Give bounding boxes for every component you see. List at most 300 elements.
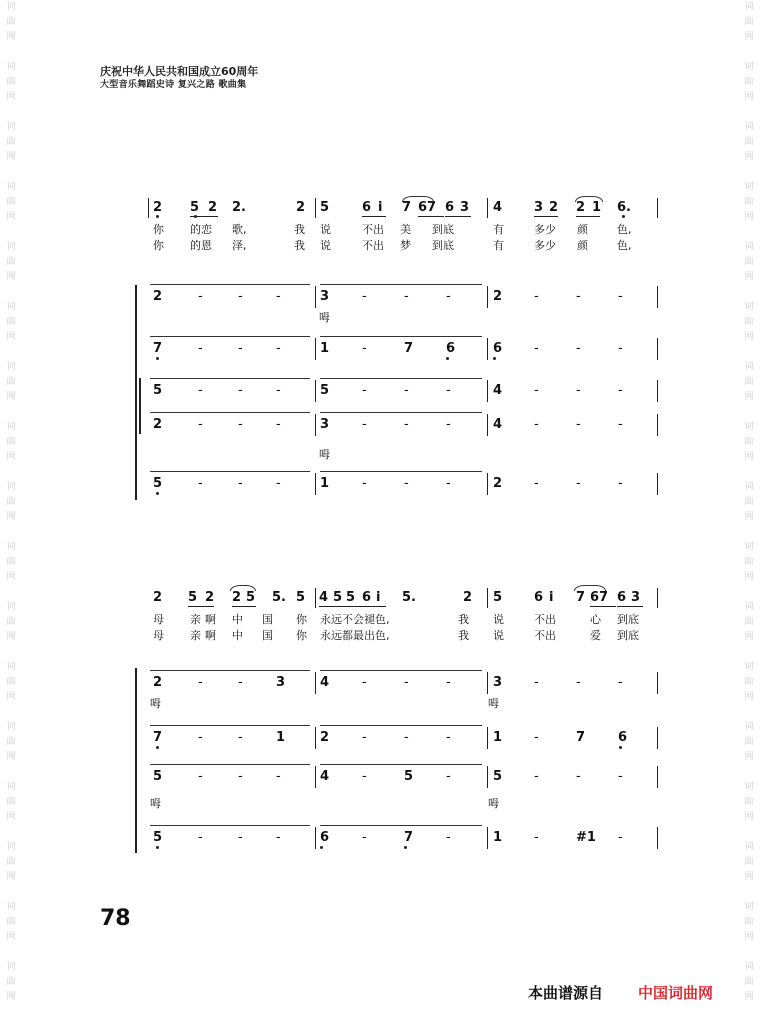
lyric-verse-1: 的恋 bbox=[190, 223, 212, 236]
harmony-note: 7 bbox=[576, 730, 586, 745]
lyric-verse-1: 你 bbox=[153, 223, 164, 236]
watermark-char: 曲 bbox=[6, 377, 16, 387]
lyric-verse-1: 亲 bbox=[190, 613, 201, 626]
melody-note: 6 bbox=[617, 590, 627, 605]
watermark-char: 曲 bbox=[6, 737, 16, 747]
watermark-char: 曲 bbox=[6, 77, 16, 87]
watermark-char: 网 bbox=[6, 272, 16, 282]
source-label: 本曲谱源自 bbox=[528, 984, 604, 1002]
harmony-note: - bbox=[446, 289, 451, 304]
octave-dot bbox=[493, 357, 496, 360]
watermark-char: 曲 bbox=[744, 197, 754, 207]
harmony-note: - bbox=[198, 730, 203, 745]
harmony-note: 6 bbox=[320, 830, 330, 845]
slur-line bbox=[150, 670, 310, 671]
harmony-note: - bbox=[576, 417, 581, 432]
harmony-note: 4 bbox=[493, 383, 503, 398]
harmony-note: - bbox=[276, 383, 281, 398]
melody-note: 5. bbox=[272, 590, 286, 605]
octave-dot bbox=[622, 215, 625, 218]
harmony-note: - bbox=[362, 476, 367, 491]
harmony-note: 5 bbox=[320, 383, 330, 398]
octave-dot bbox=[156, 215, 159, 218]
lyric-verse-1: 说 bbox=[493, 613, 504, 626]
barline bbox=[487, 286, 488, 308]
slur-line bbox=[150, 336, 310, 337]
watermark-char: 网 bbox=[6, 152, 16, 162]
watermark-char: 曲 bbox=[744, 977, 754, 987]
slur-line bbox=[320, 378, 482, 379]
melody-note: 2. bbox=[232, 200, 246, 215]
watermark-char: 曲 bbox=[6, 197, 16, 207]
watermark-char: 网 bbox=[6, 692, 16, 702]
watermark-char: 网 bbox=[6, 812, 16, 822]
tie bbox=[575, 196, 603, 202]
watermark-char: 曲 bbox=[6, 137, 16, 147]
barline bbox=[487, 414, 488, 436]
watermark-char: 网 bbox=[744, 152, 754, 162]
octave-dot bbox=[320, 846, 323, 849]
watermark-char: 词 bbox=[6, 422, 16, 432]
lyric-verse-2: 你 bbox=[153, 239, 164, 252]
harmony-note: - bbox=[446, 830, 451, 845]
lyric-verse-1: 说 bbox=[320, 223, 331, 236]
watermark-char: 词 bbox=[6, 302, 16, 312]
watermark-char: 词 bbox=[744, 62, 754, 72]
watermark-char: 曲 bbox=[6, 977, 16, 987]
watermark-char: 网 bbox=[744, 572, 754, 582]
melody-note: 3 bbox=[631, 590, 641, 605]
harmony-note: - bbox=[362, 730, 367, 745]
harmony-note: 2 bbox=[320, 730, 330, 745]
barline bbox=[315, 588, 316, 608]
watermark-char: 词 bbox=[6, 542, 16, 552]
melody-note: 5 bbox=[333, 590, 343, 605]
lyric-verse-2: 有 bbox=[493, 239, 504, 252]
harmony-note: - bbox=[576, 341, 581, 356]
lyric-verse-2: 不出 bbox=[534, 629, 556, 642]
lyric-verse-2: 亲 bbox=[190, 629, 201, 642]
harmony-note: 1 bbox=[320, 341, 330, 356]
lyric-verse-2: 你 bbox=[296, 629, 307, 642]
watermark-char: 词 bbox=[744, 842, 754, 852]
melody-note: 5 bbox=[188, 590, 198, 605]
harmony-note: 1 bbox=[493, 730, 503, 745]
lyric-verse-2: 中 bbox=[232, 629, 243, 642]
watermark-char: 网 bbox=[6, 632, 16, 642]
lyric-verse-1: 美 bbox=[400, 223, 411, 236]
slur-line bbox=[320, 825, 482, 826]
harmony-note: - bbox=[276, 417, 281, 432]
watermark-char: 网 bbox=[744, 692, 754, 702]
barline bbox=[487, 338, 488, 360]
harmony-note: - bbox=[362, 341, 367, 356]
harmony-note: 5 bbox=[153, 830, 163, 845]
book-title: 庆祝中华人民共和国成立60周年 bbox=[100, 65, 259, 78]
harmony-note: 5 bbox=[493, 769, 503, 784]
harmony-note: - bbox=[276, 769, 281, 784]
slur-line bbox=[320, 284, 482, 285]
slur-line bbox=[150, 764, 310, 765]
melody-note: 5 bbox=[246, 590, 256, 605]
melody-note: 2 bbox=[463, 590, 473, 605]
watermark-char: 曲 bbox=[744, 317, 754, 327]
octave-dot bbox=[446, 357, 449, 360]
watermark-char: 网 bbox=[744, 332, 754, 342]
harmony-note: - bbox=[198, 417, 203, 432]
barline bbox=[487, 766, 488, 788]
watermark-char: 网 bbox=[6, 392, 16, 402]
beam bbox=[445, 216, 471, 217]
lyric-verse-1: 多少 bbox=[534, 223, 556, 236]
barline bbox=[315, 380, 316, 402]
lyric-verse-1: 歌, bbox=[232, 223, 247, 236]
site-name[interactable]: 中国词曲网 bbox=[638, 984, 714, 1002]
barline bbox=[657, 588, 658, 608]
melody-note: 2 bbox=[208, 200, 218, 215]
harmony-note: - bbox=[446, 675, 451, 690]
barline bbox=[315, 414, 316, 436]
barline bbox=[487, 672, 488, 694]
harmony-note: 2 bbox=[493, 476, 503, 491]
melody-note: i bbox=[376, 590, 381, 605]
watermark-char: 曲 bbox=[744, 857, 754, 867]
barline bbox=[657, 380, 658, 402]
harmony-note: - bbox=[404, 730, 409, 745]
lyric-verse-1: 中 bbox=[232, 613, 243, 626]
hum-syllable: 呣 bbox=[488, 797, 499, 810]
harmony-note: - bbox=[238, 383, 243, 398]
harmony-note: 6 bbox=[493, 341, 503, 356]
harmony-note: - bbox=[404, 417, 409, 432]
harmony-note: - bbox=[404, 675, 409, 690]
harmony-note: - bbox=[198, 769, 203, 784]
octave-dot bbox=[404, 846, 407, 849]
lyric-verse-2: 到底 bbox=[617, 629, 639, 642]
harmony-note: 3 bbox=[320, 289, 330, 304]
harmony-note: - bbox=[534, 341, 539, 356]
harmony-note: - bbox=[362, 383, 367, 398]
harmony-note: 7 bbox=[404, 341, 414, 356]
harmony-note: - bbox=[238, 417, 243, 432]
melody-note: 1 bbox=[592, 200, 602, 215]
watermark-char: 网 bbox=[6, 512, 16, 522]
watermark-char: 曲 bbox=[744, 677, 754, 687]
watermark-char: 词 bbox=[744, 422, 754, 432]
harmony-note: - bbox=[198, 341, 203, 356]
barline bbox=[657, 198, 658, 218]
slur-line bbox=[320, 725, 482, 726]
harmony-note: - bbox=[238, 341, 243, 356]
harmony-note: 7 bbox=[153, 341, 163, 356]
slur-line bbox=[320, 764, 482, 765]
lyric-verse-1: 色, bbox=[617, 223, 632, 236]
beam bbox=[576, 216, 600, 217]
harmony-note: 5 bbox=[153, 383, 163, 398]
watermark-char: 词 bbox=[744, 182, 754, 192]
beam bbox=[590, 606, 616, 607]
harmony-note: - bbox=[276, 341, 281, 356]
harmony-note: - bbox=[276, 289, 281, 304]
melody-note: 2 bbox=[153, 200, 163, 215]
lyric-verse-1: 你 bbox=[296, 613, 307, 626]
harmony-note: - bbox=[362, 417, 367, 432]
system-bracket bbox=[135, 668, 137, 853]
octave-dot bbox=[156, 846, 159, 849]
watermark-char: 词 bbox=[6, 182, 16, 192]
melody-note: 5 bbox=[346, 590, 356, 605]
watermark-char: 网 bbox=[6, 212, 16, 222]
watermark-char: 词 bbox=[744, 122, 754, 132]
melody-note: 7 bbox=[576, 590, 586, 605]
harmony-note: #1 bbox=[576, 830, 596, 845]
lyric-verse-2: 梦 bbox=[400, 239, 411, 252]
harmony-note: - bbox=[238, 769, 243, 784]
barline bbox=[315, 727, 316, 749]
watermark-char: 网 bbox=[6, 32, 16, 42]
lyric-verse-2: 啊 bbox=[205, 629, 216, 642]
slur-line bbox=[150, 284, 310, 285]
octave-dot bbox=[156, 746, 159, 749]
watermark-char: 词 bbox=[744, 722, 754, 732]
watermark-char: 网 bbox=[744, 932, 754, 942]
watermark-char: 曲 bbox=[744, 257, 754, 267]
lyric-verse-1: 啊 bbox=[205, 613, 216, 626]
barline bbox=[315, 827, 316, 849]
watermark-char: 词 bbox=[6, 482, 16, 492]
harmony-note: - bbox=[618, 417, 623, 432]
watermark-char: 曲 bbox=[6, 437, 16, 447]
harmony-note: - bbox=[618, 830, 623, 845]
harmony-note: - bbox=[618, 383, 623, 398]
lyric-verse-2: 颜 bbox=[577, 239, 588, 252]
harmony-note: 2 bbox=[153, 289, 163, 304]
watermark-char: 词 bbox=[744, 362, 754, 372]
harmony-note: 3 bbox=[320, 417, 330, 432]
watermark-char: 曲 bbox=[6, 677, 16, 687]
melody-note: 5. bbox=[402, 590, 416, 605]
harmony-note: - bbox=[618, 476, 623, 491]
lyric-verse-2: 不出 bbox=[362, 239, 384, 252]
melody-note: 5 bbox=[493, 590, 503, 605]
harmony-note: - bbox=[446, 417, 451, 432]
harmony-note: 4 bbox=[493, 417, 503, 432]
melody-note: 6 bbox=[362, 200, 372, 215]
watermark-char: 曲 bbox=[6, 857, 16, 867]
barline bbox=[315, 766, 316, 788]
harmony-note: 5 bbox=[153, 476, 163, 491]
watermark-char: 曲 bbox=[744, 137, 754, 147]
beam bbox=[418, 216, 444, 217]
watermark-char: 词 bbox=[6, 782, 16, 792]
lyric-verse-2: 永远都最出色, bbox=[320, 629, 390, 642]
octave-dot bbox=[194, 215, 197, 218]
slur-line bbox=[320, 412, 482, 413]
watermark-char: 词 bbox=[744, 962, 754, 972]
watermark-char: 词 bbox=[6, 842, 16, 852]
harmony-note: 4 bbox=[320, 675, 330, 690]
watermark-char: 曲 bbox=[744, 497, 754, 507]
watermark-char: 网 bbox=[744, 812, 754, 822]
slur-line bbox=[150, 471, 310, 472]
watermark-char: 词 bbox=[744, 902, 754, 912]
harmony-note: - bbox=[238, 730, 243, 745]
harmony-note: - bbox=[618, 769, 623, 784]
beam bbox=[188, 606, 214, 607]
harmony-note: - bbox=[362, 830, 367, 845]
harmony-note: 6 bbox=[446, 341, 456, 356]
harmony-note: - bbox=[446, 476, 451, 491]
watermark-char: 网 bbox=[6, 572, 16, 582]
harmony-note: - bbox=[362, 675, 367, 690]
barline bbox=[657, 766, 658, 788]
lyric-verse-1: 我 bbox=[294, 223, 305, 236]
harmony-note: - bbox=[576, 289, 581, 304]
beam bbox=[534, 216, 558, 217]
harmony-note: - bbox=[576, 769, 581, 784]
melody-note: 6. bbox=[617, 200, 631, 215]
lyric-verse-2: 说 bbox=[320, 239, 331, 252]
melody-note: 3 bbox=[460, 200, 470, 215]
barline bbox=[148, 198, 149, 218]
barline bbox=[657, 473, 658, 495]
lyric-verse-1: 不出 bbox=[362, 223, 384, 236]
harmony-note: - bbox=[198, 383, 203, 398]
watermark-char: 网 bbox=[744, 512, 754, 522]
slur-line bbox=[150, 412, 310, 413]
harmony-note: - bbox=[534, 383, 539, 398]
watermark-char: 词 bbox=[744, 782, 754, 792]
slur-line bbox=[320, 670, 482, 671]
barline bbox=[315, 338, 316, 360]
barline bbox=[657, 286, 658, 308]
barline bbox=[315, 198, 316, 218]
harmony-note: - bbox=[618, 289, 623, 304]
watermark-char: 词 bbox=[6, 122, 16, 132]
beam bbox=[362, 216, 386, 217]
lyric-verse-1: 我 bbox=[458, 613, 469, 626]
watermark-char: 曲 bbox=[6, 917, 16, 927]
watermark-char: 曲 bbox=[744, 737, 754, 747]
octave-dot bbox=[156, 357, 159, 360]
hum-syllable: 呣 bbox=[319, 448, 330, 461]
watermark-char: 网 bbox=[6, 992, 16, 1002]
harmony-note: - bbox=[238, 675, 243, 690]
harmony-note: - bbox=[446, 730, 451, 745]
harmony-note: 2 bbox=[153, 417, 163, 432]
lyric-verse-1: 到底 bbox=[617, 613, 639, 626]
watermark-char: 网 bbox=[744, 212, 754, 222]
watermark-char: 网 bbox=[744, 872, 754, 882]
melody-note: 4 bbox=[319, 590, 329, 605]
watermark-char: 曲 bbox=[6, 317, 16, 327]
melody-note: 6 bbox=[445, 200, 455, 215]
watermark-char: 网 bbox=[6, 332, 16, 342]
lyric-verse-1: 母 bbox=[153, 613, 164, 626]
harmony-note: - bbox=[404, 476, 409, 491]
barline bbox=[657, 414, 658, 436]
harmony-note: - bbox=[576, 476, 581, 491]
barline bbox=[315, 473, 316, 495]
watermark-char: 词 bbox=[744, 542, 754, 552]
harmony-note: 1 bbox=[493, 830, 503, 845]
watermark-char: 曲 bbox=[744, 617, 754, 627]
harmony-note: - bbox=[238, 476, 243, 491]
barline bbox=[657, 827, 658, 849]
watermark-char: 曲 bbox=[6, 797, 16, 807]
watermark-char: 网 bbox=[744, 32, 754, 42]
lyric-verse-2: 多少 bbox=[534, 239, 556, 252]
tie bbox=[574, 585, 606, 591]
barline bbox=[487, 727, 488, 749]
lyric-verse-2: 到底 bbox=[432, 239, 454, 252]
watermark-char: 网 bbox=[6, 452, 16, 462]
watermark-char: 网 bbox=[6, 932, 16, 942]
harmony-note: - bbox=[198, 476, 203, 491]
melody-note: 5 bbox=[296, 590, 306, 605]
hum-syllable: 呣 bbox=[150, 697, 161, 710]
harmony-note: - bbox=[276, 830, 281, 845]
harmony-note: - bbox=[198, 675, 203, 690]
octave-dot bbox=[156, 492, 159, 495]
melody-note: i bbox=[378, 200, 383, 215]
beam bbox=[362, 606, 386, 607]
harmony-note: 4 bbox=[320, 769, 330, 784]
watermark-char: 曲 bbox=[6, 617, 16, 627]
harmony-note: - bbox=[238, 289, 243, 304]
slur-line bbox=[150, 725, 310, 726]
hum-syllable: 呣 bbox=[319, 311, 330, 324]
harmony-note: 5 bbox=[404, 769, 414, 784]
barline bbox=[487, 588, 488, 608]
harmony-note: - bbox=[404, 289, 409, 304]
watermark-char: 词 bbox=[744, 602, 754, 612]
harmony-note: - bbox=[446, 769, 451, 784]
melody-note: 4 bbox=[493, 200, 503, 215]
watermark-char: 曲 bbox=[744, 77, 754, 87]
lyric-verse-1: 永远不会褪色, bbox=[320, 613, 390, 626]
melody-note: 5 bbox=[190, 200, 200, 215]
harmony-note: 1 bbox=[320, 476, 330, 491]
harmony-note: - bbox=[404, 383, 409, 398]
watermark-char: 词 bbox=[744, 2, 754, 12]
watermark-char: 网 bbox=[744, 92, 754, 102]
harmony-note: 1 bbox=[276, 730, 286, 745]
watermark-char: 词 bbox=[6, 362, 16, 372]
harmony-note: - bbox=[534, 417, 539, 432]
watermark-char: 曲 bbox=[6, 557, 16, 567]
barline bbox=[487, 473, 488, 495]
watermark-char: 曲 bbox=[744, 917, 754, 927]
harmony-note: - bbox=[534, 830, 539, 845]
tie bbox=[230, 585, 256, 591]
harmony-note: - bbox=[238, 830, 243, 845]
watermark-char: 曲 bbox=[6, 17, 16, 27]
melody-note: 67 bbox=[590, 590, 609, 605]
harmony-note: - bbox=[276, 476, 281, 491]
harmony-note: - bbox=[534, 769, 539, 784]
lyric-verse-2: 色, bbox=[617, 239, 632, 252]
harmony-note: 3 bbox=[276, 675, 286, 690]
harmony-note: 7 bbox=[404, 830, 414, 845]
harmony-note: 2 bbox=[153, 675, 163, 690]
lyric-verse-2: 的恩 bbox=[190, 239, 212, 252]
beam bbox=[232, 606, 256, 607]
lyric-verse-2: 国 bbox=[262, 629, 273, 642]
harmony-note: 5 bbox=[153, 769, 163, 784]
barline bbox=[657, 672, 658, 694]
melody-note: 6 bbox=[534, 590, 544, 605]
